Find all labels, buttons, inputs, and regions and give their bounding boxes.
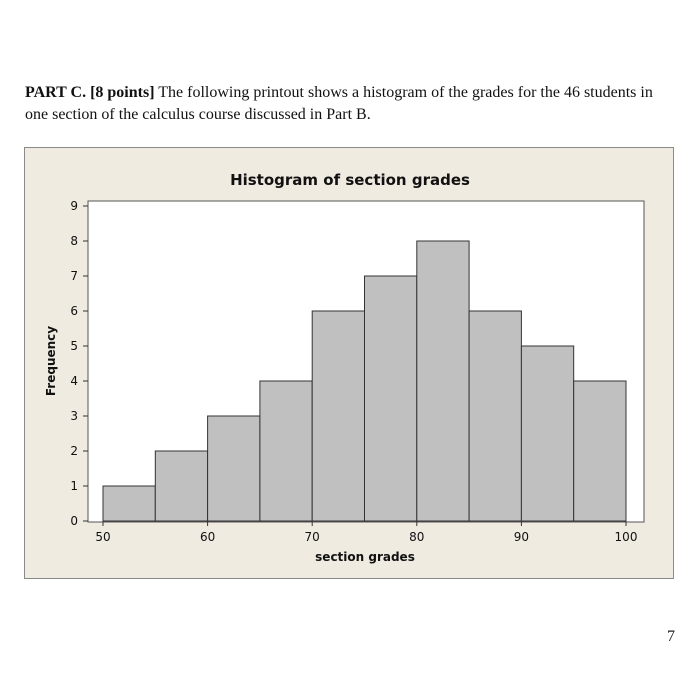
y-tick-label-4: 4	[70, 374, 78, 388]
histogram-bar-50-55	[103, 486, 155, 521]
y-tick-label-5: 5	[70, 339, 78, 353]
y-tick-label-9: 9	[70, 199, 78, 213]
histogram-bar-75-80	[365, 276, 417, 521]
x-tick-label-60: 60	[199, 530, 216, 544]
x-axis	[95, 521, 637, 544]
y-tick-label-7: 7	[70, 269, 78, 283]
histogram-bar-90-95	[521, 346, 573, 521]
part-label: PART C. [8 points]	[25, 84, 155, 101]
chart-title: Histogram of section grades	[230, 171, 470, 189]
histogram-bar-95-100	[574, 381, 626, 521]
x-tick-label-100: 100	[614, 530, 638, 544]
page-number: 7	[667, 628, 675, 645]
question-text	[25, 82, 675, 126]
y-axis-label: Frequency	[44, 325, 58, 397]
y-tick-label-6: 6	[70, 304, 78, 318]
y-axis	[70, 199, 88, 528]
question-body: The following printout shows a histogram of the grades for the 46 students in one section of the calculus course discussed in Part B.	[25, 84, 653, 123]
histogram-bar-55-60	[155, 451, 207, 521]
y-tick-label-2: 2	[70, 444, 78, 458]
histogram-bar-85-90	[469, 311, 521, 521]
histogram-figure	[24, 147, 674, 579]
x-tick-label-50: 50	[95, 530, 111, 544]
x-tick-label-80: 80	[409, 530, 425, 544]
x-axis-label: section grades	[315, 550, 415, 564]
histogram-bar-80-85	[417, 241, 469, 521]
x-tick-label-90: 90	[513, 530, 530, 544]
histogram-chart	[25, 148, 675, 580]
y-tick-label-3: 3	[70, 409, 78, 423]
histogram-bar-60-65	[208, 416, 260, 521]
histogram-bar-70-75	[312, 311, 364, 521]
histogram-bar-65-70	[260, 381, 312, 521]
y-tick-label-1: 1	[70, 479, 78, 493]
y-tick-label-0: 0	[70, 514, 78, 528]
y-tick-label-8: 8	[70, 234, 78, 248]
x-tick-label-70: 70	[304, 530, 320, 544]
